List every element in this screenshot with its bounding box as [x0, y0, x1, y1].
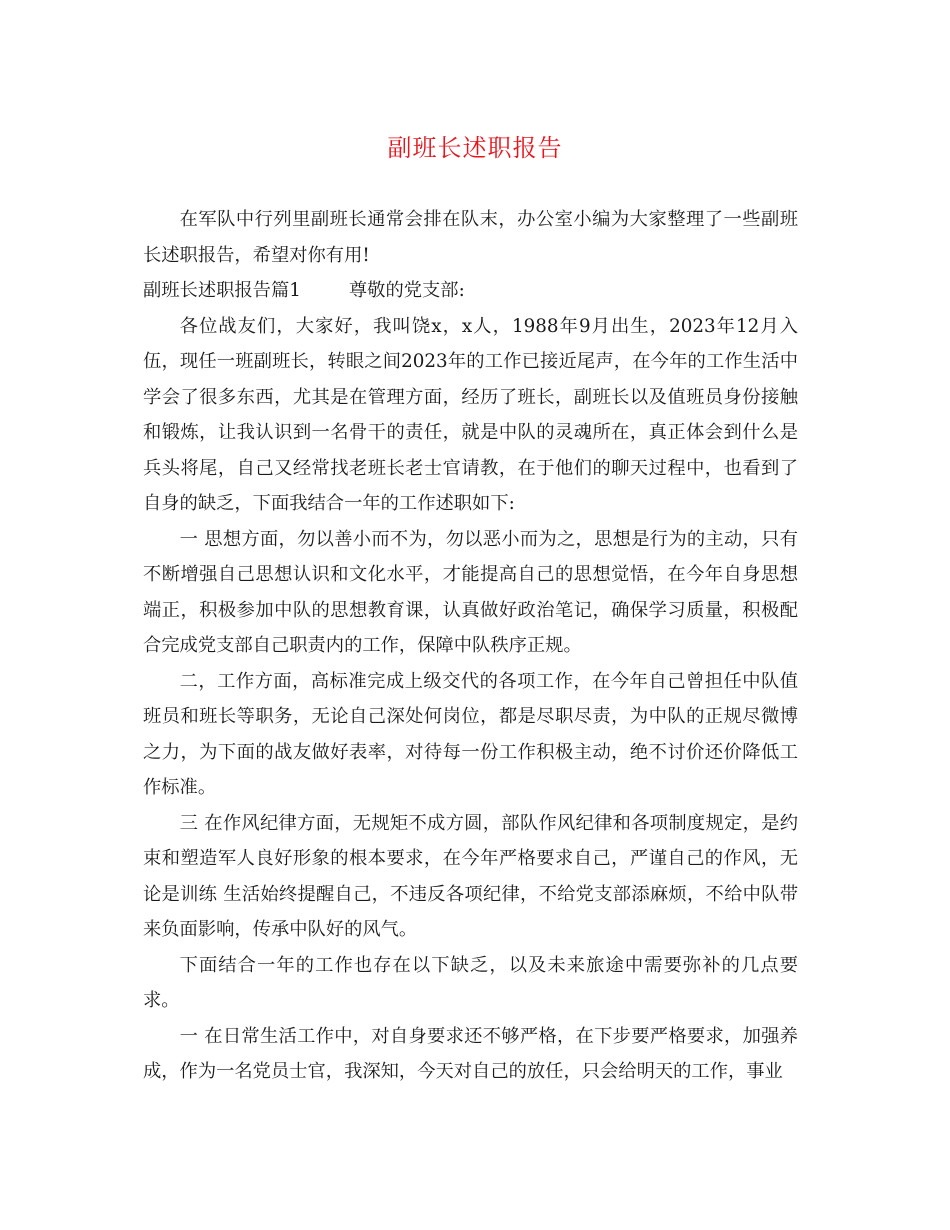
document-body: [143, 202, 798, 1090]
body-paragraph: 各位战友们，大家好，我叫饶x，x人，1988年9月出生，2023年12月入伍，现任一班副班长，转眼之间2023年的工作已接近尾声，在今年的工作生活中学会了很多东西，尤其是在管理方面，经历了班长，副班长以及值班员身份接触和锻炼，让我认识到一名骨干的责任，就是中队的灵魂所在，真正体会到什么是兵头将尾，自己又经常找老班长老士官请教，在于他们的聊天过程中，也看到了自身的缺乏，下面我结合一年的工作述职如下:: [143, 315, 798, 514]
intro-paragraph: 在军队中行列里副班长通常会排在队末，办公室小编为大家整理了一些副班长述职报告，希望对你有用!: [143, 209, 798, 266]
body-paragraph: 二，工作方面，高标准完成上级交代的各项工作，在今年自己曾担任中队值班员和班长等职务，无论自己深处何岗位，都是尽职尽责，为中队的正规尽微博之力，为下面的战友做好表率，对待每一份工作积极主动，绝不讨价还价降低工作标准。: [143, 670, 798, 798]
body-paragraph: 下面结合一年的工作也存在以下缺乏，以及未来旅途中需要弥补的几点要求。: [143, 954, 798, 1011]
document-title: 副班长述职报告: [387, 134, 563, 162]
report-heading-line: [143, 273, 798, 309]
body-paragraph: 一 在日常生活工作中，对自身要求还不够严格，在下步要严格要求，加强养成，作为一名党员士官，我深知，今天对自己的放任，只会给明天的工作，事业: [143, 1025, 798, 1082]
body-paragraph: 三 在作风纪律方面，无规矩不成方圆，部队作风纪律和各项制度规定，是约束和塑造军人良好形象的根本要求，在今年严格要求自己，严谨自己的作风，无论是训练 生活始终提醒自己，不违反各项纪律，不给党支部添麻烦，不给中队带来负面影响，传承中队好的风气。: [143, 812, 798, 940]
body-paragraph: 一 思想方面，勿以善小而不为，勿以恶小而为之，思想是行为的主动，只有不断增强自己思想认识和文化水平，才能提高自己的思想觉悟，在今年自身思想端正，积极参加中队的思想教育课，认真做好政治笔记，确保学习质量，积极配合完成党支部自己职责内的工作，保障中队秩序正规。: [143, 528, 798, 656]
report-heading-label: 副班长述职报告篇1: [143, 280, 301, 301]
salutation: 尊敬的党支部:: [348, 280, 465, 301]
